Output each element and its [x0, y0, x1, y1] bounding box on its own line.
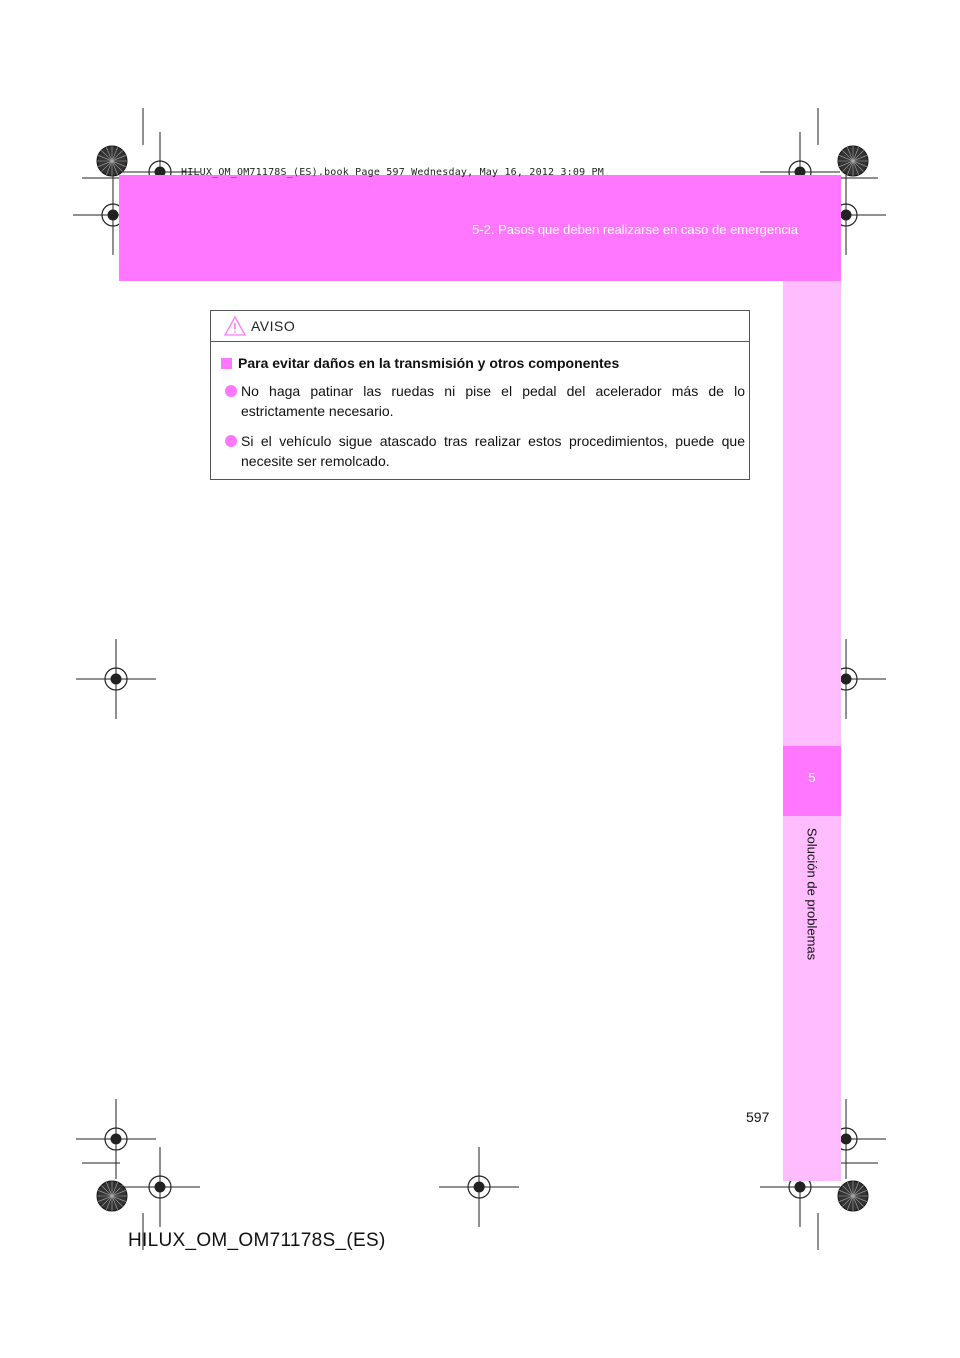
section-heading: 5-2. Pasos que deben realizarse en caso de emergencia	[472, 222, 798, 237]
warning-heading-text: Para evitar daños en la transmisión y otros componentes	[238, 355, 620, 371]
warning-item-text: Si el vehículo sigue atascado tras realizar estos procedimientos, puede que necesite ser remolcado.	[241, 433, 745, 469]
warning-heading	[221, 355, 619, 371]
warning-item-text: No haga patinar las ruedas ni pise el pedal del acelerador más de lo estrictamente necesario.	[241, 383, 745, 419]
circle-bullet-icon	[225, 385, 237, 397]
chapter-label: Solución de problemas	[804, 827, 820, 961]
side-tab-strip	[783, 281, 841, 1181]
warning-item	[225, 381, 745, 421]
square-bullet-icon	[221, 358, 232, 369]
warning-item	[225, 431, 745, 471]
print-stamp: HILUX_OM_OM71178S_(ES).book Page 597 Wednesday, May 16, 2012 3:09 PM	[181, 167, 604, 178]
document-code: HILUX_OM_OM71178S_(ES)	[128, 1230, 386, 1251]
circle-bullet-icon	[225, 435, 237, 447]
warning-title: AVISO	[251, 318, 296, 334]
page-number: 597	[746, 1109, 770, 1125]
warning-triangle-icon	[223, 315, 247, 337]
warning-box	[210, 310, 750, 480]
warning-header	[211, 311, 749, 342]
chapter-number: 5	[808, 770, 816, 785]
